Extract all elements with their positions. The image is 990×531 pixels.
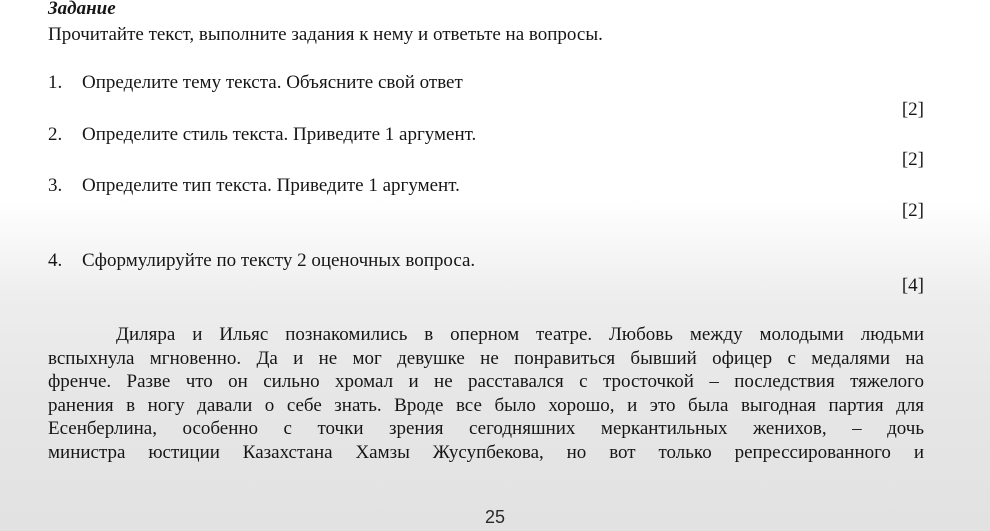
task-item-2 (48, 124, 476, 146)
passage-line: ранения в ногу давали о себе знать. Вроде все было хорошо, и это была выгодная партия для (48, 394, 924, 416)
task-text: Определите тему текста. Объясните свой ответ (82, 72, 463, 93)
task-points-4: [4] (901, 275, 924, 296)
task-item-4 (48, 250, 475, 272)
passage-line: вспыхнула мгновенно. Да и не мог девушке не понравиться бывший офицер с медалями на (48, 347, 924, 369)
passage-line: Диляра и Ильяс познакомились в оперном театре. Любовь между молодыми людьми (116, 324, 924, 345)
assignment-intro: Прочитайте текст, выполните задания к нему и ответьте на вопросы. (48, 24, 603, 45)
task-points-1: [2] (901, 99, 924, 120)
page-number: 25 (484, 507, 506, 527)
task-number: 1. (48, 72, 63, 93)
task-points-2: [2] (901, 149, 924, 170)
assignment-heading: Задание (48, 0, 116, 19)
task-text: Сформулируйте по тексту 2 оценочных вопроса. (82, 250, 476, 271)
task-text: Определите тип текста. Приведите 1 аргумент. (82, 175, 460, 196)
task-number: 2. (48, 124, 63, 145)
task-text: Определите стиль текста. Приведите 1 аргумент. (82, 124, 477, 145)
task-item-3 (48, 175, 460, 197)
task-number: 3. (48, 175, 63, 196)
passage-line: министра юстиции Казахстана Хамзы Жусупбекова, но вот только репрессированного и (48, 441, 924, 463)
task-points-3: [2] (901, 200, 924, 221)
task-number: 4. (48, 250, 63, 271)
task-item-1 (48, 72, 463, 94)
passage-line: френче. Разве что он сильно хромал и не расставался с тросточкой – последствия тяжелого (48, 371, 924, 392)
reading-passage (48, 323, 924, 464)
passage-line: Есенберлина, особенно с точки зрения сегодняшних меркантильных женихов, – дочь (48, 418, 924, 439)
